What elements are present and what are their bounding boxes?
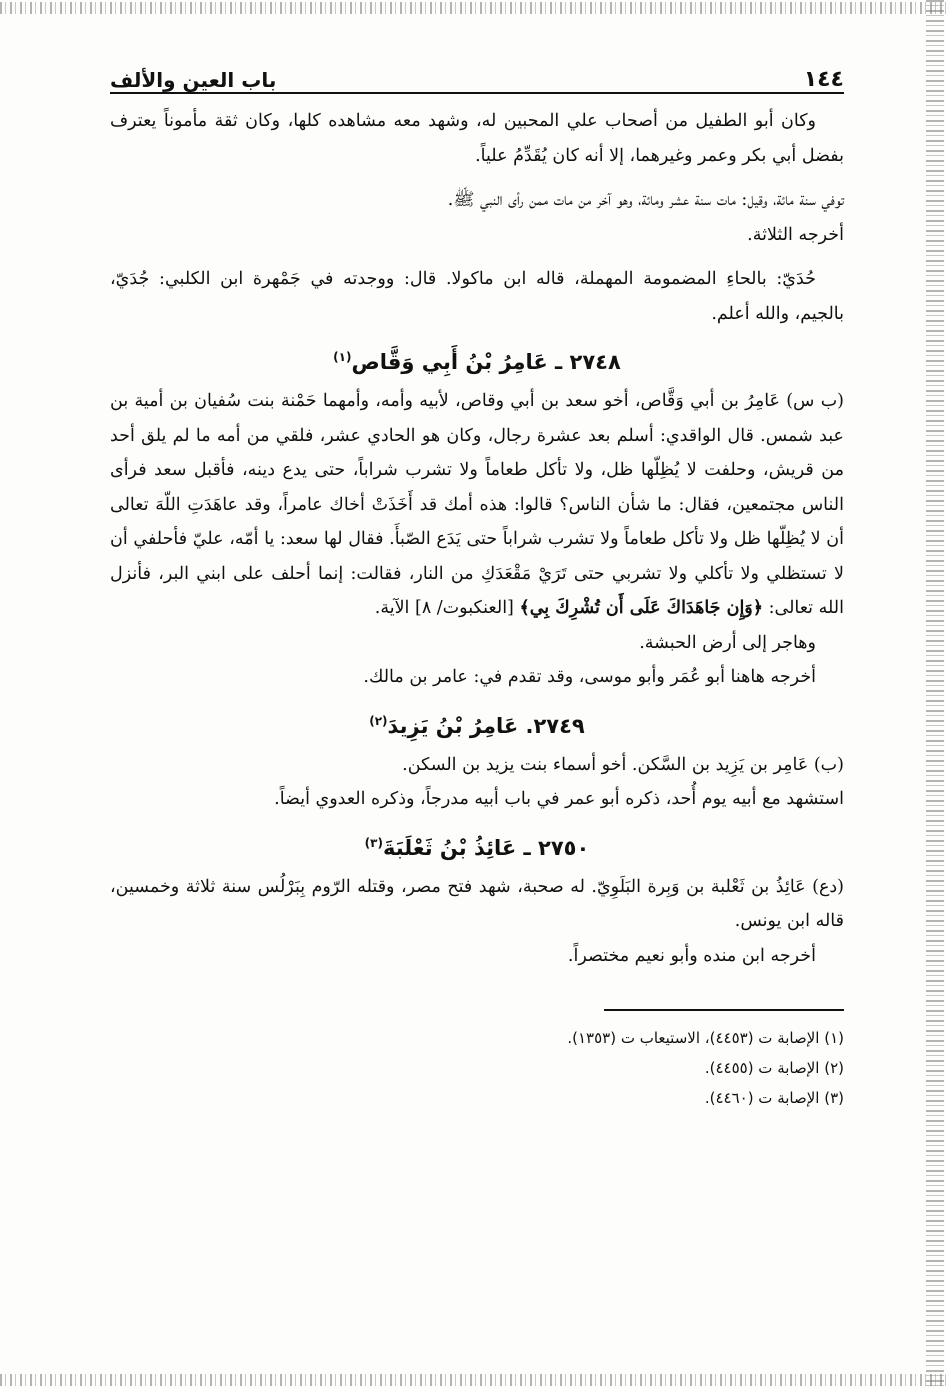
entry-text: [العنكبوت/ ٨] الآية. xyxy=(374,598,514,618)
entry-title-text: ٢٧٥٠ ـ عَائِذُ بْنُ ثَعْلَبَةَ xyxy=(382,835,590,860)
paragraph: توفي سنة مائة، وقيل: مات سنة عشر ومائة، وهو آخر من مات ممن رأى النبي ﷺ. xyxy=(447,190,844,210)
paragraph: استشهد مع أبيه يوم أُحد، ذكره أبو عمر في باب أبيه مدرجاً، وذكره العدوي أيضاً. xyxy=(274,789,844,809)
paragraph: أخرجه ابن منده وأبو نعيم مختصراً. xyxy=(567,945,816,966)
decorative-border-bottom xyxy=(0,1374,946,1386)
quran-verse: ﴿وَإِن جَاهَدَاكَ عَلَى أَن تُشْرِكَ بِي﴾ xyxy=(519,598,764,618)
decorative-border-right xyxy=(926,0,944,1388)
paragraph: حُدَيّ: بالحاءِ المضمومة المهملة، قاله ابن ماكولا. قال: ووجدته في جَمْهرة ابن الكلبي: جُدَيّ، بالجيم، والله أعلم. xyxy=(110,269,844,324)
footnote-marker: (٢) xyxy=(369,713,388,728)
paragraph: وهاجر إلى أرض الحبشة. xyxy=(639,632,816,653)
entry-title xyxy=(110,335,844,384)
page-number: ١٤٤ xyxy=(803,67,844,92)
paragraph: (ب) عَامِر بن يَزِيد بن السَّكن. أخو أسماء بنت يزيد بن السكن. xyxy=(402,754,844,775)
footnote-marker: (٣) xyxy=(364,835,383,850)
footnote: (٢) الإصابة ت (٤٤٥٥). xyxy=(704,1059,844,1077)
entry-text: (ب س) عَامِرُ بن أبي وَقَّاص، أخو سعد بن أبي وقاص، لأبيه وأمه، وأمهما حَمْنة بنت سُفيان بن أمية بن عبد شمس. قال الواقدي: أسلم بعد عشرة رجال، وكان هو الحادي عشر، فلقي من أمه ما لم يلق أحد من قريش، وحلفت لا يُظِلّها ظل، ولا تأكل طعاماً ولا تشرب شراباً، حتى يدع دينه، فأقبل سعد فرأى الناس مجتمعين، فقال: ما شأن الناس؟ قالوا: هذه أمك قد أَخَذَتْ أخاك عامراً، وقد عاهَدَتِ اللّهَ تعالى أن لا يُظِلّها ظل ولا تأكل طعاماً ولا تشرب شراباً حتى يَدَع الصّبأَ. فقال لها سعد: يا أمّه، عليّ فأحلفي أن لا تستظلي ولا تأكلي ولا تشربي حتى تَرَيْ مَقْعَدَكِ من النار، فقالت: إنما أحلف على ابني البر، فأنزل الله تعالى: xyxy=(110,391,845,618)
paragraph: (دع) عَائِذُ بن ثَعْلبة بن وَبِرة البَلَوِيّ. له صحبة، شهد فتح مصر، وقتله الرّوم بِبَرْلُس سنة ثلاثة وخمسين، قاله ابن يونس. xyxy=(110,876,844,931)
section-title: باب العين والألف xyxy=(110,68,277,92)
decorative-border-top xyxy=(0,2,946,14)
entry-title xyxy=(110,821,844,870)
book-page xyxy=(110,52,844,1113)
page-header xyxy=(110,52,844,94)
paragraph: أخرجه هاهنا أبو عُمَر وأبو موسى، وقد تقدم في: عامر بن مالك. xyxy=(363,667,816,687)
entry-title-text: ٢٧٤٩. عَامِرُ بْنُ يَزِيدَ xyxy=(387,713,585,738)
footnote-separator xyxy=(604,1009,844,1011)
paragraph: أخرجه الثلاثة. xyxy=(747,224,844,245)
entry-title-text: ٢٧٤٨ ـ عَامِرُ بْنُ أَبِي وَقَّاص xyxy=(351,350,621,374)
footnote: (١) الإصابة ت (٤٤٥٣)، الاستيعاب ت (١٣٥٣). xyxy=(567,1029,844,1047)
footnote-marker: (١) xyxy=(333,350,352,364)
entry-body xyxy=(110,384,844,626)
entry-title xyxy=(110,699,844,748)
paragraph: وكان أبو الطفيل من أصحاب علي المحبين له، وشهد معه مشاهده كلها، وكان ثقة مأموناً يعترف بفضل أبي بكر وعمر وغيرهما، إلا أنه كان يُقَدِّمُ علياً. xyxy=(110,111,844,166)
footnote: (٣) الإصابة ت (٤٤٦٠). xyxy=(704,1089,844,1107)
